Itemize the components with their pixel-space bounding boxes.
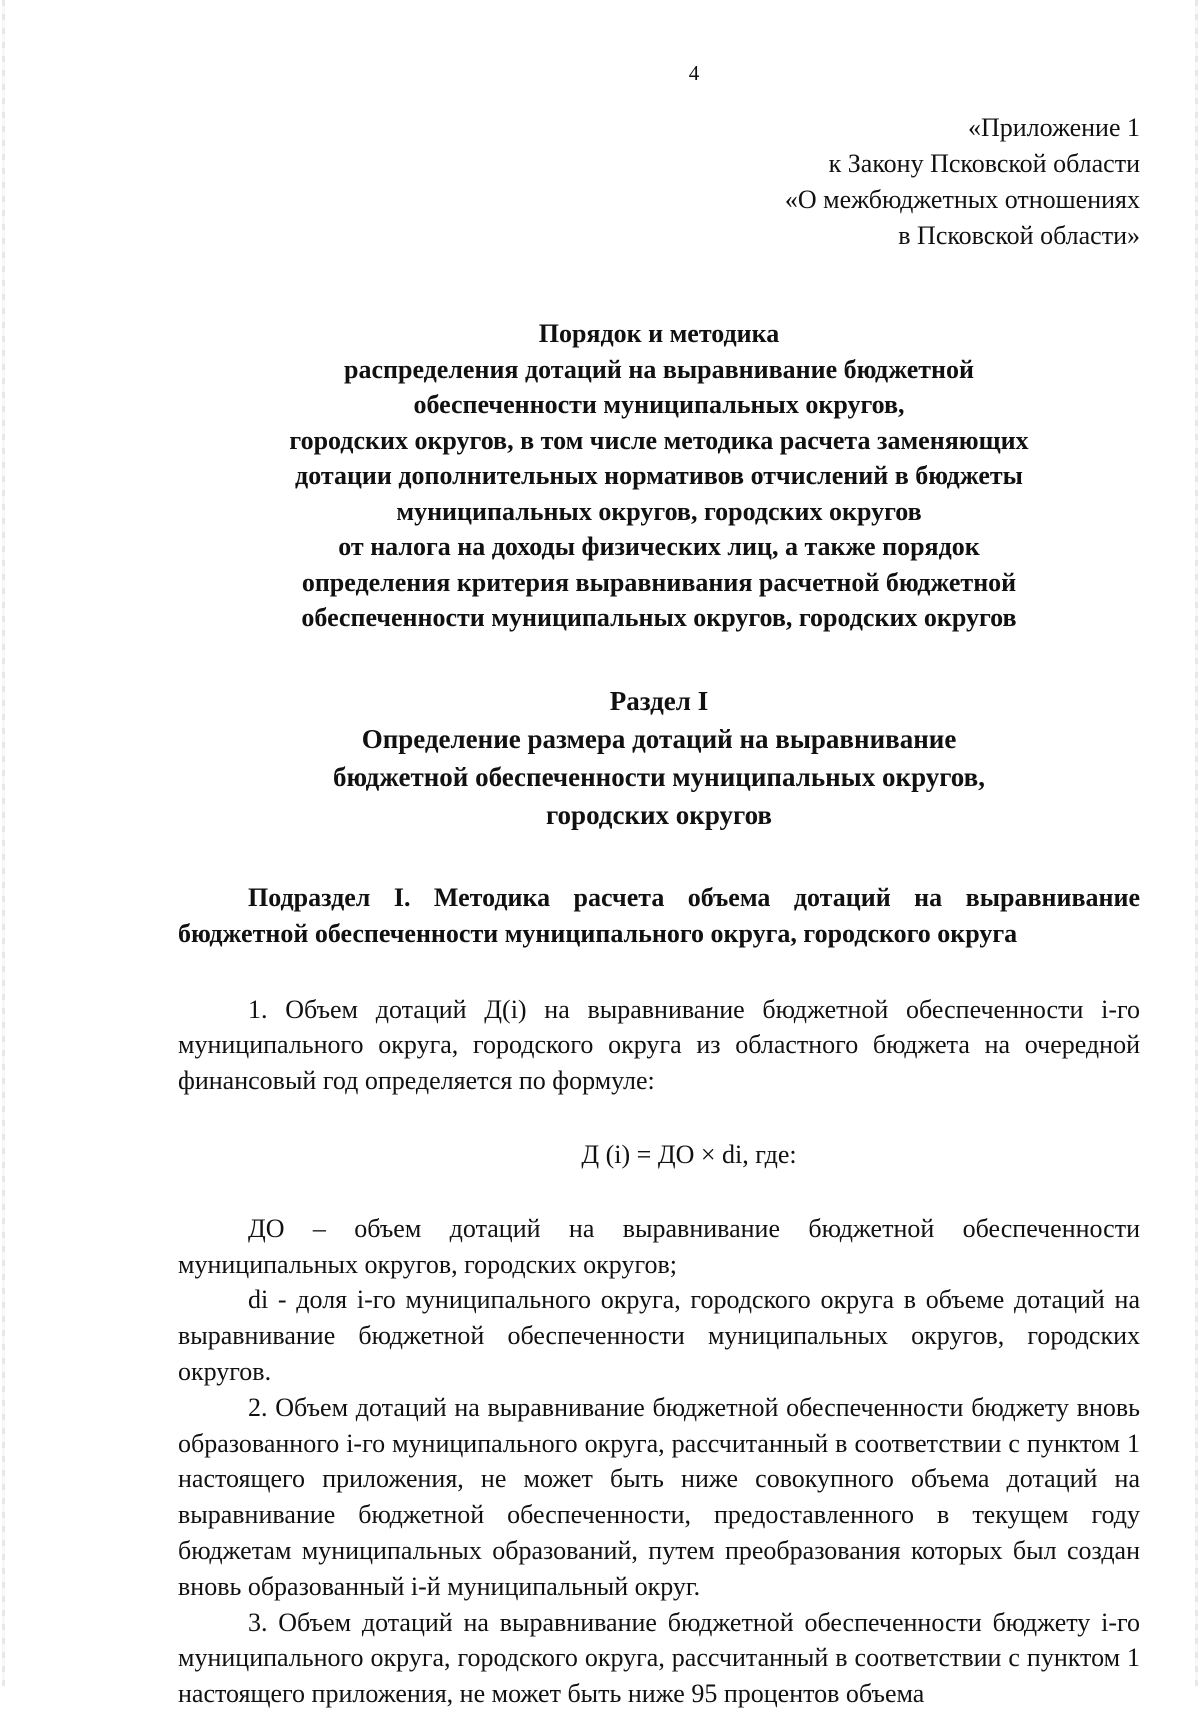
title-line: дотации дополнительных нормативов отчислений в бюджеты [295,461,1023,490]
appendix-line: «О межбюджетных отношениях [784,185,1140,214]
definition-di: di - доля i-го муниципального округа, городского округа в объеме дотаций на выравнивание бюджетной обеспеченности муниципальных округов, городских округов. [178,1285,1140,1387]
title-line: Порядок и методика [538,319,780,348]
title-line: обеспеченности муниципальных округов, [413,390,905,419]
title-line: определения критерия выравнивания расчетной бюджетной [301,567,1017,597]
title-line: городских округов, в том числе методика расчета заменяющих [289,425,1029,455]
section-heading [178,682,1140,834]
appendix-line: к Закону Псковской области [828,149,1140,178]
document-title [178,316,1140,636]
appendix-line: «Приложение 1 [967,113,1140,142]
title-line: от налога на доходы физических лиц, а также порядок [338,532,980,561]
paragraph-1: 1. Объем дотаций Д(i) на выравнивание бюджетной обеспеченности i-го муниципального округа, городского округа из областного бюджета на очередной финансовый год определяется по формуле: [178,994,1140,1096]
paragraph-3: 3. Объем дотаций на выравнивание бюджетной обеспеченности бюджету i-го муниципального округа, городского округа, рассчитанный в соответствии с пунктом 1 настоящего приложения, не может быть ниже 95 процентов объема [178,1607,1140,1709]
definition-do: ДО – объем дотаций на выравнивание бюджетной обеспеченности муниципальных округов, городских округов; [178,1213,1140,1279]
title-line: распределения дотаций на выравнивание бюджетной [344,354,974,384]
appendix-line: в Псковской области» [898,221,1140,250]
section-line: Определение размера дотаций на выравнивание [361,723,957,754]
formula: Д (i) = ДО × di, где: [581,1139,797,1169]
paragraph-2: 2. Объем дотаций на выравнивание бюджетной обеспеченности бюджету вновь образованного i-го муниципального округа, рассчитанный в соответствии с пунктом 1 настоящего приложения, не может быть ниже совокупного объема дотаций на выравнивание бюджетной обеспеченности, предоставленного в текущем году бюджетам муниципальных образований, путем преобразования которых был создан вновь образованный i-й муниципальный округ. [178,1392,1140,1601]
section-line: Раздел I [609,685,709,716]
title-line: муниципальных округов, городских округов [396,496,922,526]
appendix-reference [178,110,1140,254]
page-number: 4 [688,61,700,85]
section-line: бюджетной обеспеченности муниципальных округов, [333,761,985,792]
subsection-heading: Подраздел I. Методика расчета объема дотаций на выравнивание бюджетной обеспеченности муниципального округа, городского округа [178,882,1140,948]
section-line: городских округов [545,799,773,830]
title-line: обеспеченности муниципальных округов, городских округов [301,603,1017,632]
